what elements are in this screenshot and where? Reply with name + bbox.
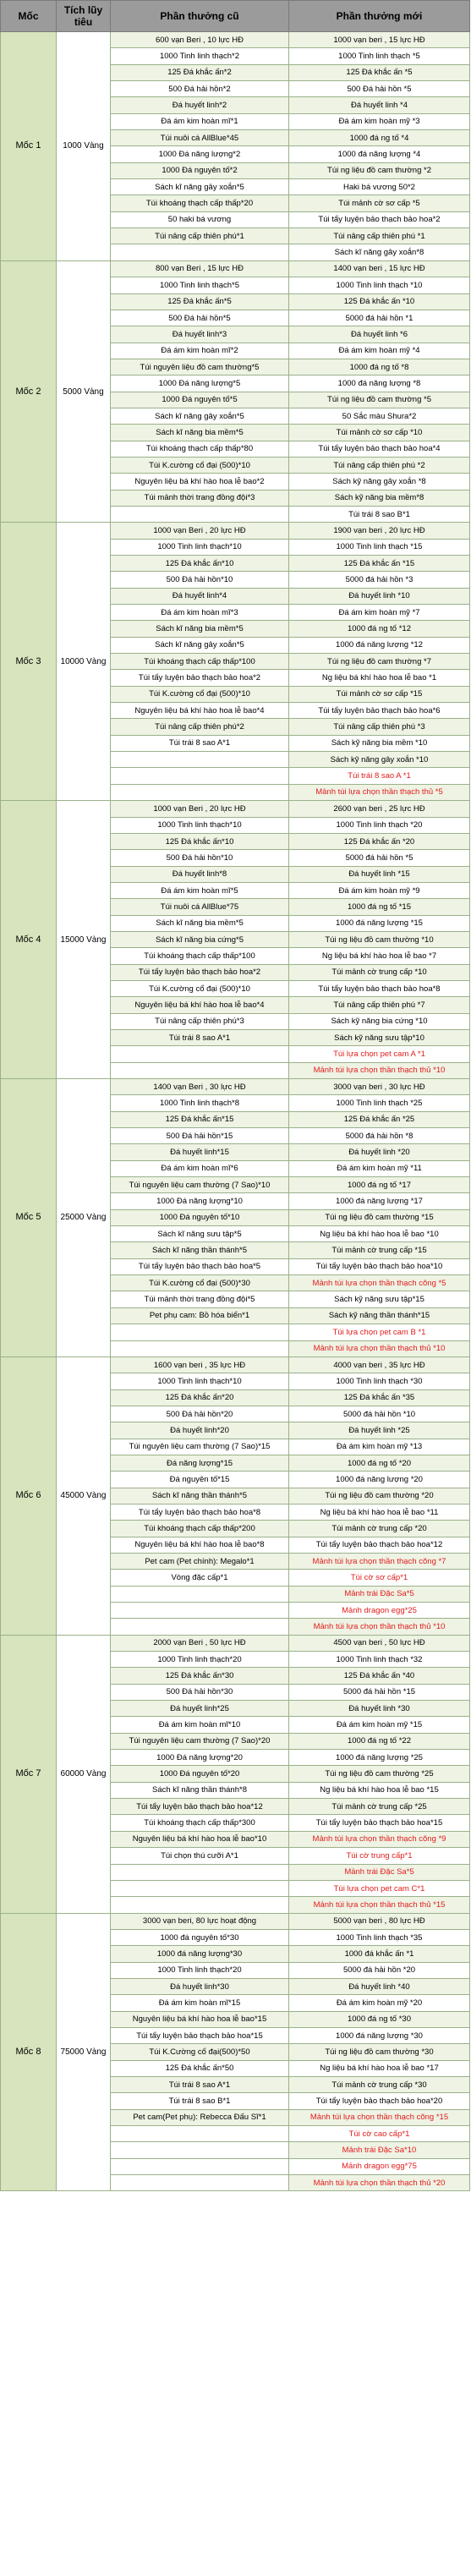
milestone-requirement: 15000 Vàng	[57, 801, 111, 1079]
old-reward-cell: 1000 Tinh linh thạch*20	[111, 1962, 289, 1978]
old-reward-cell: Nguyên liệu bá khí hào hoa lễ bao*4	[111, 997, 289, 1013]
milestone-label: Mốc 7	[1, 1635, 57, 1913]
new-reward-cell: 1000 đá ng tố *22	[289, 1733, 470, 1749]
new-reward-cell: Túi mảnh cờ sơ cấp *10	[289, 425, 470, 441]
old-reward-cell	[111, 506, 289, 522]
old-reward-cell	[111, 1897, 289, 1913]
new-reward-cell: Túi mảnh cờ trung cấp *20	[289, 1521, 470, 1537]
old-reward-cell: 1000 vạn Beri , 20 lực HĐ	[111, 801, 289, 817]
new-reward-cell: 125 Đá khắc ấn *10	[289, 293, 470, 310]
old-reward-cell: 1000 Đá năng lượng*20	[111, 1750, 289, 1766]
new-reward-cell: Túi lựa chọn pet cam C*1	[289, 1880, 470, 1896]
new-reward-cell: Sách kỹ năng thần thánh*15	[289, 1307, 470, 1324]
new-reward-cell: Túi lựa chọn pet cam B *1	[289, 1324, 470, 1340]
old-reward-cell: Túi trái 8 sao A*1	[111, 2076, 289, 2092]
milestone-label: Mốc 3	[1, 523, 57, 801]
new-reward-cell: 1000 đá năng lượng *30	[289, 2027, 470, 2043]
new-reward-cell: 1000 Tinh linh thạch *5	[289, 48, 470, 64]
new-reward-cell: 50 Sắc màu Shura*2	[289, 408, 470, 424]
new-reward-cell: 500 Đá hải hồn *5	[289, 81, 470, 97]
old-reward-cell: Túi tẩy luyện bảo thạch bảo hoa*2	[111, 670, 289, 686]
reward-row	[1, 801, 470, 817]
new-reward-cell: Túi mảnh cờ sơ cấp *5	[289, 195, 470, 211]
old-reward-cell: Đá huyết linh*2	[111, 97, 289, 113]
old-reward-cell	[111, 1046, 289, 1062]
old-reward-cell: Sách kĩ năng bia mềm*5	[111, 915, 289, 931]
old-reward-cell: 125 Đá khắc ấn*50	[111, 2060, 289, 2076]
old-reward-cell: Sách kĩ năng thần thánh*8	[111, 1782, 289, 1798]
old-reward-cell: Đá ám kim hoàn mĩ*2	[111, 343, 289, 359]
old-reward-cell	[111, 1586, 289, 1602]
new-reward-cell: Mảnh túi lựa chọn thần thạch cõng *15	[289, 2109, 470, 2125]
old-reward-cell: Túi khoáng thạch cấp thấp*20	[111, 195, 289, 211]
old-reward-cell: Túi nâng cấp thiên phú*3	[111, 1013, 289, 1029]
new-reward-cell: Ng liệu bá khí hào hoa lễ bao *17	[289, 2060, 470, 2076]
old-reward-cell: 1000 Tinh linh thạch*8	[111, 1095, 289, 1111]
old-reward-cell	[111, 2158, 289, 2174]
old-reward-cell: Đá năng lượng*15	[111, 1455, 289, 1471]
old-reward-cell: 1400 vạn Beri , 30 lực HĐ	[111, 1079, 289, 1095]
new-reward-cell: Túi trái 8 sao B*1	[289, 506, 470, 522]
new-reward-cell: Túi tẩy luyện bảo thạch bảo hoa*12	[289, 1537, 470, 1553]
new-reward-cell: Mảnh trái Đặc Sa*5	[289, 1864, 470, 1880]
new-reward-cell: Mảnh túi lựa chọn thần thạch cõng *9	[289, 1831, 470, 1847]
new-reward-cell: Đá huyết linh *25	[289, 1422, 470, 1439]
old-reward-cell: 800 vạn Beri , 15 lực HĐ	[111, 260, 289, 277]
old-reward-cell: Đá huyết linh*25	[111, 1701, 289, 1717]
new-reward-cell: 125 Đá khắc ấn *20	[289, 833, 470, 849]
old-reward-cell: 1000 đá năng lượng*30	[111, 1946, 289, 1962]
old-reward-cell	[111, 244, 289, 260]
new-reward-cell: Đá ám kim hoàn mỹ *4	[289, 343, 470, 359]
old-reward-cell: Túi tẩy luyện bảo thạch bảo hoa*15	[111, 2027, 289, 2043]
new-reward-cell: Ng liệu bá khí hào hoa lễ bao *10	[289, 1226, 470, 1242]
new-reward-cell: 1000 đá năng lượng *17	[289, 1193, 470, 1209]
new-reward-cell: Túi ng liệu đồ cam thường *15	[289, 1209, 470, 1225]
new-reward-cell: Mảnh dragon egg*75	[289, 2158, 470, 2174]
old-reward-cell: Sách kĩ năng gây xoắn*5	[111, 179, 289, 195]
new-reward-cell: Túi mảnh cờ sơ cấp *15	[289, 686, 470, 702]
new-reward-cell: 1000 Tinh linh thạch *10	[289, 277, 470, 293]
old-reward-cell: Sách kĩ năng bia mềm*5	[111, 425, 289, 441]
old-reward-cell	[111, 784, 289, 800]
old-reward-cell	[111, 752, 289, 768]
old-reward-cell: Đá ám kim hoàn mĩ*15	[111, 1995, 289, 2011]
new-reward-cell: Mảnh túi lựa chọn thần thạch thủ *5	[289, 784, 470, 800]
reward-row	[1, 1357, 470, 1373]
new-reward-cell: Sách kỹ năng sưu tập*15	[289, 1291, 470, 1307]
old-reward-cell: Đá huyết linh*15	[111, 1144, 289, 1160]
new-reward-cell: Túi nâng cấp thiên phú *2	[289, 457, 470, 473]
old-reward-cell: Túi K.cường cổ đại (500)*10	[111, 686, 289, 702]
milestone-requirement: 10000 Vàng	[57, 523, 111, 801]
old-reward-cell	[111, 1062, 289, 1078]
old-reward-cell: Túi khoáng thạch cấp thấp*100	[111, 948, 289, 964]
old-reward-cell: Đá ám kim hoàn mĩ*10	[111, 1717, 289, 1733]
old-reward-cell: Túi khoáng thạch cấp thấp*300	[111, 1815, 289, 1831]
new-reward-cell: 5000 đá hải hồn *20	[289, 1962, 470, 1978]
old-reward-cell: Pet cam (Pet chính): Megalo*1	[111, 1553, 289, 1569]
old-reward-cell: 125 Đá khắc ấn*2	[111, 64, 289, 80]
new-reward-cell: Mảnh túi lựa chọn thần thạch thủ *10	[289, 1619, 470, 1635]
new-reward-cell: Túi nâng cấp thiên phú *1	[289, 228, 470, 244]
old-reward-cell: Túi tẩy luyện bảo thạch bảo hoa*5	[111, 1258, 289, 1274]
new-reward-cell: Túi mảnh cờ trung cấp *25	[289, 1799, 470, 1815]
milestone-requirement: 60000 Vàng	[57, 1635, 111, 1913]
new-reward-cell: 1000 đá ng tố *17	[289, 1177, 470, 1193]
old-reward-cell: 3000 vạn beri, 80 lực hoạt động	[111, 1913, 289, 1929]
new-reward-cell: Túi trái 8 sao A *1	[289, 768, 470, 784]
new-reward-cell: 1000 đá ng tố *12	[289, 621, 470, 637]
reward-row	[1, 523, 470, 539]
new-reward-cell: 125 Đá khắc ấn *35	[289, 1389, 470, 1406]
new-reward-cell: Túi mảnh cờ trung cấp *15	[289, 1242, 470, 1258]
new-reward-cell: Sách kỹ năng gây xoắn *8	[289, 474, 470, 490]
new-reward-cell: Sách kỹ năng bia mềm*8	[289, 490, 470, 506]
new-reward-cell: Đá ám kim hoàn mỹ *7	[289, 605, 470, 621]
old-reward-cell: Túi nguyên liệu đồ cam thường*5	[111, 359, 289, 375]
old-reward-cell: Đá huyết linh*20	[111, 1422, 289, 1439]
new-reward-cell: Sách kỹ năng gây xoắn *10	[289, 752, 470, 768]
new-reward-cell: Túi cờ cao cấp*1	[289, 2126, 470, 2142]
new-reward-cell: Đá ám kim hoàn mỹ *11	[289, 1160, 470, 1176]
old-reward-cell: Đá ám kim hoàn mĩ*6	[111, 1160, 289, 1176]
old-reward-cell: 1000 Đá năng lượng*5	[111, 375, 289, 392]
old-reward-cell: 1000 Đá năng lượng*2	[111, 146, 289, 162]
new-reward-cell: 1000 đá ng tố *8	[289, 359, 470, 375]
new-reward-cell: 1000 Tinh linh thạch *30	[289, 1373, 470, 1389]
new-reward-cell: Túi nâng cấp thiên phú *7	[289, 997, 470, 1013]
new-reward-cell: Túi ng liệu đồ cam thường *30	[289, 2044, 470, 2060]
old-reward-cell: 1000 Đá nguyên tố*2	[111, 162, 289, 178]
new-reward-cell: Đá huyết linh *4	[289, 97, 470, 113]
new-reward-cell: Túi ng liệu đồ cam thường *20	[289, 1488, 470, 1504]
new-reward-cell: 5000 đá hải hồn *8	[289, 1128, 470, 1144]
new-reward-cell: Mảnh trái Đặc Sa*10	[289, 2142, 470, 2158]
new-reward-cell: Túi ng liệu đồ cam thường *5	[289, 392, 470, 408]
new-reward-cell: 1000 vạn beri , 15 lực HĐ	[289, 32, 470, 48]
old-reward-cell: Túi nuôi cá AllBlue*75	[111, 899, 289, 915]
old-reward-cell: Đá nguyên tố*15	[111, 1472, 289, 1488]
old-reward-cell: Túi nguyên liệu cam thường (7 Sao)*20	[111, 1733, 289, 1749]
new-reward-cell: 5000 đá hải hồn *10	[289, 1406, 470, 1422]
old-reward-cell: Đá huyết linh*3	[111, 326, 289, 343]
reward-table-body	[1, 32, 470, 2191]
new-reward-cell: Ng liệu bá khí hào hoa lễ bao *11	[289, 1504, 470, 1520]
old-reward-cell	[111, 1603, 289, 1619]
new-reward-cell: Sách kĩ năng gây xoắn*8	[289, 244, 470, 260]
new-reward-cell: Mảnh túi lựa chọn thần thạch thủ *10	[289, 1340, 470, 1357]
new-reward-cell: Đá ám kim hoàn mỹ *13	[289, 1439, 470, 1455]
old-reward-cell	[111, 2175, 289, 2191]
old-reward-cell: Túi tẩy luyện bảo thạch bảo hoa*12	[111, 1799, 289, 1815]
new-reward-cell: 1400 vạn beri , 15 lực HĐ	[289, 260, 470, 277]
old-reward-cell: 500 Đá hải hồn*2	[111, 81, 289, 97]
new-reward-cell: Đá ám kim hoàn mỹ *15	[289, 1717, 470, 1733]
new-reward-cell: 1000 đá năng lượng *12	[289, 637, 470, 653]
new-reward-cell: Đá huyết linh *15	[289, 866, 470, 882]
new-reward-cell: 1000 đá năng lượng *25	[289, 1750, 470, 1766]
old-reward-cell: Pet cam(Pet phụ): Rebecca Đấu Sĩ*1	[111, 2109, 289, 2125]
old-reward-cell: 500 Đá hải hồn*20	[111, 1406, 289, 1422]
old-reward-cell: Đá ám kim hoàn mĩ*1	[111, 113, 289, 129]
old-reward-cell: 125 Đá khắc ấn*10	[111, 556, 289, 572]
new-reward-cell: 2600 vạn beri , 25 lực HĐ	[289, 801, 470, 817]
old-reward-cell: 500 Đá hải hồn*10	[111, 850, 289, 866]
old-reward-cell: Túi khoáng thạch cấp thấp*100	[111, 654, 289, 670]
new-reward-cell: Túi tẩy luyện bảo thạch bảo hoa*8	[289, 980, 470, 996]
new-reward-cell: 5000 đá hải hồn *5	[289, 850, 470, 866]
new-reward-cell: 5000 đá hải hồn *3	[289, 572, 470, 588]
new-reward-cell: Mảnh túi lựa chọn thần thạch cõng *7	[289, 1553, 470, 1569]
new-reward-cell: 1000 Tinh linh thạch *32	[289, 1652, 470, 1668]
old-reward-cell: Túi nuôi cá AllBlue*45	[111, 130, 289, 146]
old-reward-cell: Túi trái 8 sao B*1	[111, 2093, 289, 2109]
old-reward-cell	[111, 1864, 289, 1880]
old-reward-cell: Nguyên liệu bá khí hào hoa lễ bao*2	[111, 474, 289, 490]
old-reward-cell: Túi mảnh thời trang đồng đội*3	[111, 490, 289, 506]
new-reward-cell: Ng liệu bá khí hào hoa lễ bao *15	[289, 1782, 470, 1798]
new-reward-cell: 1000 đá năng lượng *8	[289, 375, 470, 392]
old-reward-cell: 500 Đá hải hồn*5	[111, 310, 289, 326]
new-reward-cell: Mảnh túi lựa chọn thần thạch cõng *5	[289, 1275, 470, 1291]
old-reward-cell	[111, 1340, 289, 1357]
milestone-label: Mốc 5	[1, 1079, 57, 1357]
new-reward-cell: Mảnh trái Đặc Sa*5	[289, 1586, 470, 1602]
old-reward-cell: Đá huyết linh*4	[111, 588, 289, 604]
old-reward-cell: 50 haki bá vương	[111, 211, 289, 227]
reward-row	[1, 1913, 470, 1929]
old-reward-cell: Đá ám kim hoàn mĩ*5	[111, 882, 289, 898]
old-reward-cell: 500 Đá hải hồn*10	[111, 572, 289, 588]
new-reward-cell: 1900 vạn beri , 20 lực HĐ	[289, 523, 470, 539]
old-reward-cell: 125 Đá khắc ấn*20	[111, 1389, 289, 1406]
old-reward-cell: 1000 đá nguyên tố*30	[111, 1929, 289, 1945]
new-reward-cell: Sách kỹ năng bia mềm *10	[289, 735, 470, 751]
new-reward-cell: Túi ng liệu đồ cam thường *25	[289, 1766, 470, 1782]
new-reward-cell: Mảnh túi lựa chọn thần thạch thủ *10	[289, 1062, 470, 1078]
new-reward-cell: 4500 vạn beri , 50 lực HĐ	[289, 1635, 470, 1651]
old-reward-cell	[111, 1619, 289, 1635]
old-reward-cell: Túi K.cường cổ đại (500)*10	[111, 980, 289, 996]
old-reward-cell: Nguyên liệu bá khí hào hoa lễ bao*4	[111, 703, 289, 719]
old-reward-cell: Túi khoáng thạch cấp thấp*80	[111, 441, 289, 457]
old-reward-cell: 1000 Đá nguyên tố*5	[111, 392, 289, 408]
old-reward-cell: 1000 Đá năng lượng*10	[111, 1193, 289, 1209]
new-reward-cell: 5000 đá hải hồn *15	[289, 1684, 470, 1700]
new-reward-cell: Haki bá vương 50*2	[289, 179, 470, 195]
milestone-label: Mốc 4	[1, 801, 57, 1079]
old-reward-cell: Đá huyết linh*8	[111, 866, 289, 882]
old-reward-cell: Sách kĩ năng gây xoắn*5	[111, 408, 289, 424]
new-reward-cell: 1000 Tinh linh thạch *25	[289, 1095, 470, 1111]
old-reward-cell: Nguyên liệu bá khí hào hoa lễ bao*10	[111, 1831, 289, 1847]
old-reward-cell: 1000 Tinh linh thạch*5	[111, 277, 289, 293]
new-reward-cell: Sách kỹ năng bia cứng *10	[289, 1013, 470, 1029]
new-reward-cell: Túi tẩy luyện bảo thạch bảo hoa*20	[289, 2093, 470, 2109]
old-reward-cell: 1000 Tinh linh thạch*10	[111, 1373, 289, 1389]
new-reward-cell: 1000 đá ng tố *4	[289, 130, 470, 146]
old-reward-cell: Đá huyết linh*30	[111, 1978, 289, 1994]
old-reward-cell: Túi trái 8 sao A*1	[111, 1029, 289, 1045]
old-reward-cell: 1000 Tinh linh thạch*10	[111, 817, 289, 833]
new-reward-cell: Đá ám kim hoàn mỹ *9	[289, 882, 470, 898]
header-new-reward: Phần thưởng mới	[289, 1, 470, 32]
new-reward-cell: Mảnh túi lựa chọn thần thạch thủ *15	[289, 1897, 470, 1913]
milestone-label: Mốc 8	[1, 1913, 57, 2191]
new-reward-cell: Đá huyết linh *20	[289, 1144, 470, 1160]
new-reward-cell: Túi mảnh cờ trung cấp *30	[289, 2076, 470, 2092]
old-reward-cell: 125 Đá khắc ấn*15	[111, 1111, 289, 1127]
new-reward-cell: Đá huyết linh *40	[289, 1978, 470, 1994]
old-reward-cell	[111, 768, 289, 784]
new-reward-cell: 1000 đá ng tố *30	[289, 2011, 470, 2027]
new-reward-cell: Mảnh túi lựa chọn thần thạch thủ *20	[289, 2175, 470, 2191]
new-reward-cell: Túi tẩy luyện bảo thạch bảo hoa*10	[289, 1258, 470, 1274]
new-reward-cell: 1000 đá ng tố *15	[289, 899, 470, 915]
old-reward-cell: Sách kĩ năng bia mềm*5	[111, 621, 289, 637]
new-reward-cell: 125 Đá khắc ấn *40	[289, 1668, 470, 1684]
old-reward-cell: 125 Đá khắc ấn*5	[111, 293, 289, 310]
new-reward-cell: 1000 Tinh linh thạch *20	[289, 817, 470, 833]
new-reward-cell: Túi lựa chọn pet cam A *1	[289, 1046, 470, 1062]
reward-row	[1, 260, 470, 277]
old-reward-cell: Túi trái 8 sao A*1	[111, 735, 289, 751]
old-reward-cell	[111, 1324, 289, 1340]
new-reward-cell: Túi cờ trung cấp*1	[289, 1848, 470, 1864]
old-reward-cell: Sách kĩ năng gây xoắn*5	[111, 637, 289, 653]
old-reward-cell: Sách kĩ năng bia cứng*5	[111, 931, 289, 947]
new-reward-cell: 125 Đá khắc ấn *15	[289, 556, 470, 572]
new-reward-cell: Túi ng liệu đồ cam thường *7	[289, 654, 470, 670]
old-reward-cell: 1000 Tinh linh thạch*2	[111, 48, 289, 64]
new-reward-cell: 1000 đá năng lượng *4	[289, 146, 470, 162]
header-row	[1, 1, 470, 32]
old-reward-cell: 2000 vạn Beri , 50 lực HĐ	[111, 1635, 289, 1651]
header-milestone: Mốc	[1, 1, 57, 32]
new-reward-cell: 1000 Tinh linh thạch *15	[289, 539, 470, 555]
old-reward-cell: Túi chọn thú cưỡi A*1	[111, 1848, 289, 1864]
old-reward-cell: Vòng đặc cấp*1	[111, 1570, 289, 1586]
new-reward-cell: Túi nâng cấp thiên phú *3	[289, 719, 470, 735]
new-reward-cell: 4000 vạn beri , 35 lực HĐ	[289, 1357, 470, 1373]
new-reward-cell: Đá huyết linh *30	[289, 1701, 470, 1717]
milestone-requirement: 75000 Vàng	[57, 1913, 111, 2191]
old-reward-cell: 1000 Tinh linh thạch*10	[111, 539, 289, 555]
reward-row	[1, 1079, 470, 1095]
old-reward-cell: 500 Đá hải hồn*30	[111, 1684, 289, 1700]
new-reward-cell: 1000 đá năng lượng *20	[289, 1472, 470, 1488]
milestone-label: Mốc 2	[1, 260, 57, 523]
old-reward-cell: Túi K.cường cổ đại (500)*30	[111, 1275, 289, 1291]
old-reward-cell: Túi nâng cấp thiên phú*1	[111, 228, 289, 244]
milestone-label: Mốc 6	[1, 1357, 57, 1635]
old-reward-cell: 1000 vạn Beri , 20 lực HĐ	[111, 523, 289, 539]
old-reward-cell: 1600 vạn beri , 35 lực HĐ	[111, 1357, 289, 1373]
milestone-requirement: 45000 Vàng	[57, 1357, 111, 1635]
new-reward-cell: 125 Đá khắc ấn *5	[289, 64, 470, 80]
new-reward-cell: Ng liệu bá khí hào hoa lễ bao *1	[289, 670, 470, 686]
old-reward-cell: 125 Đá khắc ấn*30	[111, 1668, 289, 1684]
old-reward-cell: Túi nguyên liệu cam thường (7 Sao)*10	[111, 1177, 289, 1193]
new-reward-cell: Sách kỹ năng sưu tập*10	[289, 1029, 470, 1045]
new-reward-cell: Túi cờ sơ cấp*1	[289, 1570, 470, 1586]
old-reward-cell: Túi tẩy luyện bảo thạch bảo hoa*2	[111, 964, 289, 980]
new-reward-cell: 5000 vạn beri , 80 lực HĐ	[289, 1913, 470, 1929]
old-reward-cell: Túi tẩy luyện bảo thạch bảo hoa*8	[111, 1504, 289, 1520]
new-reward-cell: Ng liệu bá khí hào hoa lễ bao *7	[289, 948, 470, 964]
old-reward-cell: Sách kĩ năng thần thánh*5	[111, 1242, 289, 1258]
old-reward-cell: Túi K.Cường cổ đại(500)*50	[111, 2044, 289, 2060]
new-reward-cell: 5000 đá hải hồn *1	[289, 310, 470, 326]
old-reward-cell: Túi mảnh thời trang đồng đội*5	[111, 1291, 289, 1307]
old-reward-cell: Nguyên liệu bá khí hào hoa lễ bao*8	[111, 1537, 289, 1553]
old-reward-cell: Pet phụ cam: Bồ hóa biển*1	[111, 1307, 289, 1324]
milestone-label: Mốc 1	[1, 32, 57, 261]
new-reward-cell: 3000 vạn beri , 30 lực HĐ	[289, 1079, 470, 1095]
old-reward-cell: 1000 Đá nguyên tố*10	[111, 1209, 289, 1225]
new-reward-cell: 1000 đá ng tố *20	[289, 1455, 470, 1471]
old-reward-cell: 1000 Đá nguyên tố*20	[111, 1766, 289, 1782]
old-reward-cell: Túi K.cường cổ đại (500)*10	[111, 457, 289, 473]
reward-row	[1, 32, 470, 48]
milestone-requirement: 1000 Vàng	[57, 32, 111, 261]
old-reward-cell: 125 Đá khắc ấn*10	[111, 833, 289, 849]
header-old-reward: Phần thưởng cũ	[111, 1, 289, 32]
milestone-requirement: 5000 Vàng	[57, 260, 111, 523]
new-reward-cell: Túi ng liệu đồ cam thường *2	[289, 162, 470, 178]
old-reward-cell	[111, 2142, 289, 2158]
old-reward-cell: Túi nguyên liệu cam thường (7 Sao)*15	[111, 1439, 289, 1455]
old-reward-cell: Sách kĩ năng thần thánh*5	[111, 1488, 289, 1504]
new-reward-cell: 1000 Tinh linh thạch *35	[289, 1929, 470, 1945]
new-reward-cell: Đá ám kim hoàn mỹ *3	[289, 113, 470, 129]
old-reward-cell	[111, 2126, 289, 2142]
new-reward-cell: Đá huyết linh *10	[289, 588, 470, 604]
new-reward-cell: Túi mảnh cờ trung cấp *10	[289, 964, 470, 980]
old-reward-cell: Sách kĩ năng sưu tập*5	[111, 1226, 289, 1242]
old-reward-cell: 1000 Tinh linh thạch*20	[111, 1652, 289, 1668]
new-reward-cell: Đá ám kim hoàn mỹ *20	[289, 1995, 470, 2011]
new-reward-cell: Đá huyết linh *6	[289, 326, 470, 343]
new-reward-cell: Túi tẩy luyện bảo thạch bảo hoa*6	[289, 703, 470, 719]
old-reward-cell	[111, 1880, 289, 1896]
reward-row	[1, 1635, 470, 1651]
new-reward-cell: 1000 đá năng lượng *15	[289, 915, 470, 931]
old-reward-cell: Túi khoáng thạch cấp thấp*200	[111, 1521, 289, 1537]
new-reward-cell: Túi tẩy luyện bảo thạch bảo hoa*15	[289, 1815, 470, 1831]
header-accumulated-spend: Tích lũy tiêu	[57, 1, 111, 32]
old-reward-cell: 500 Đá hải hồn*15	[111, 1128, 289, 1144]
old-reward-cell: Túi nâng cấp thiên phú*2	[111, 719, 289, 735]
new-reward-cell: Mảnh dragon egg*25	[289, 1603, 470, 1619]
old-reward-cell: Đá ám kim hoàn mĩ*3	[111, 605, 289, 621]
old-reward-cell: Nguyên liệu bá khí hào hoa lễ bao*15	[111, 2011, 289, 2027]
milestone-requirement: 25000 Vàng	[57, 1079, 111, 1357]
new-reward-cell: 1000 đá khắc ấn *1	[289, 1946, 470, 1962]
new-reward-cell: Túi tẩy luyện bảo thạch bảo hoa*2	[289, 211, 470, 227]
new-reward-cell: Túi tẩy luyện bảo thạch bảo hoa*4	[289, 441, 470, 457]
new-reward-cell: Túi ng liệu đồ cam thường *10	[289, 931, 470, 947]
new-reward-cell: 125 Đá khắc ấn *25	[289, 1111, 470, 1127]
old-reward-cell: 600 vạn Beri , 10 lực HĐ	[111, 32, 289, 48]
